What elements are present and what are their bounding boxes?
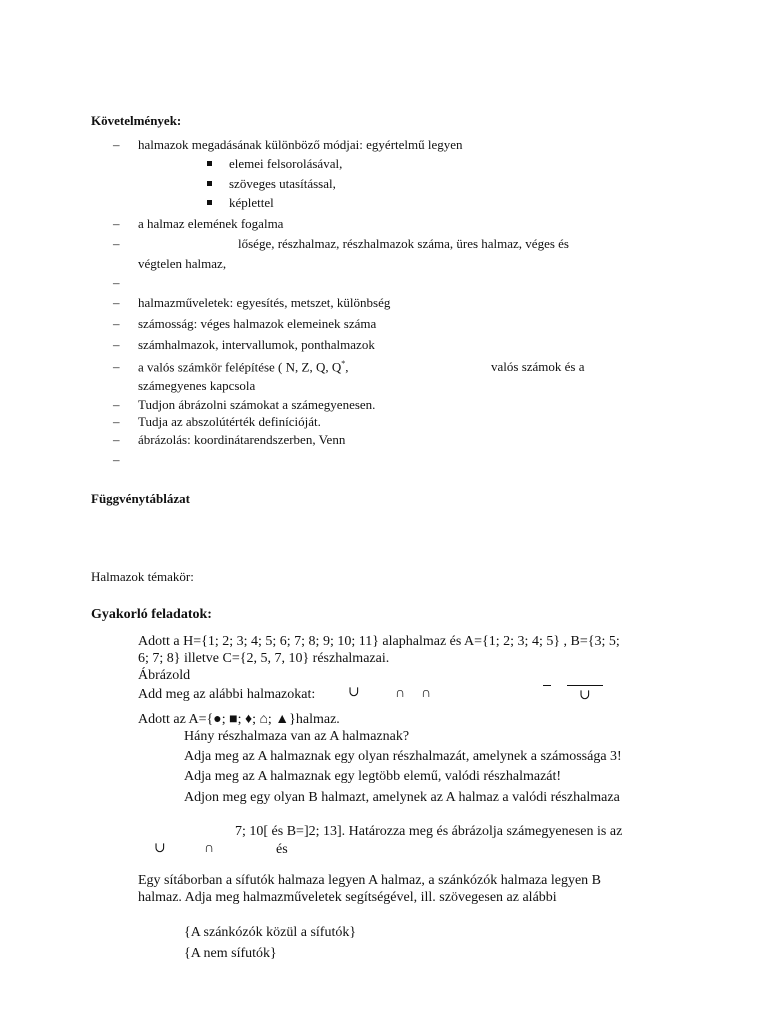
req-item-cardinality: számosság: véges halmazok elemeinek száma — [138, 316, 377, 331]
exercise4-line2: halmaz. Adja meg halmazműveletek segítségével, ill. szövegesen az alábbi — [138, 890, 557, 905]
exercise1-line3: Ábrázold — [138, 668, 191, 683]
req-item-set-definition: halmazok megadásának különböző módjai: egyértelmű legyen — [138, 137, 463, 152]
minus-mark — [543, 685, 551, 686]
req-item-element: a halmaz elemének fogalma — [138, 216, 284, 231]
dash-bullet: – — [113, 414, 120, 429]
union-symbol: ∪ — [348, 685, 360, 700]
union-symbol: ∪ — [154, 841, 166, 856]
requirements-heading: Követelmények: — [91, 113, 182, 128]
intersection-symbol: ∩ — [421, 686, 432, 701]
req-item-venn: ábrázolás: koordinátarendszerben, Venn — [138, 432, 346, 447]
complement-bar — [567, 685, 603, 686]
exercise3-line1: 7; 10[ és B=]2; 13]. Határozza meg és ábrázolja számegyenesen is az — [235, 824, 623, 839]
union-symbol: ∪ — [579, 688, 591, 703]
dash-bullet: – — [113, 295, 120, 310]
exercise4-set2: {A nem sífutók} — [184, 946, 277, 961]
dash-bullet: – — [113, 359, 120, 374]
exercise2-question4: Adjon meg egy olyan B halmazt, amelynek az A halmaz a valódi részhalmaza — [184, 790, 620, 805]
dash-bullet: – — [113, 452, 120, 467]
dash-bullet: – — [113, 316, 120, 331]
req-item-operations: halmazműveletek: egyesítés, metszet, különbség — [138, 295, 391, 310]
dash-bullet: – — [113, 337, 120, 352]
exercise1-line1: Adott a H={1; 2; 3; 4; 5; 6; 7; 8; 9; 10; 11} alaphalmaz és A={1; 2; 3; 4; 5} , B={3; 5; — [138, 634, 620, 649]
dash-bullet: – — [113, 137, 120, 152]
req-item-real-numbers-line2: számegyenes kapcsola — [138, 378, 256, 393]
exercises-heading: Gyakorló feladatok: — [91, 607, 212, 622]
dash-bullet: – — [113, 432, 120, 447]
intersection-symbol: ∩ — [204, 841, 215, 856]
req-subitem-text: szöveges utasítással, — [229, 176, 336, 191]
dash-bullet: – — [113, 216, 120, 231]
dash-bullet: – — [113, 236, 120, 251]
exercise3-and: és — [276, 842, 288, 857]
dash-bullet: – — [113, 275, 120, 290]
req-item-subset-line1: lősége, részhalmaz, részhalmazok száma, üres halmaz, véges és — [238, 236, 569, 251]
square-bullet-icon — [207, 161, 212, 166]
req-subitem-enumeration: elemei felsorolásával, — [229, 156, 343, 171]
exercise2-question2: Adja meg az A halmaznak egy olyan részhalmazát, amelynek a számossága 3! — [184, 749, 622, 764]
exercise2-line1: Adott az A={●; ■; ♦; ⌂; ▲}halmaz. — [138, 712, 340, 727]
exercise1-line2: 6; 7; 8} illetve C={2, 5, 7, 10} részhalmazai. — [138, 651, 390, 666]
intersection-symbol: ∩ — [395, 686, 406, 701]
req-item-real-numbers — [138, 359, 349, 375]
topic-label: Halmazok témakör: — [91, 569, 194, 584]
exercise2-question3: Adja meg az A halmaznak egy legtöbb elemű, valódi részhalmazát! — [184, 769, 562, 784]
req-subitem-formula: képlettel — [229, 195, 274, 210]
req-item-real-numbers-text: a valós számkör felépítése ( N, Z, Q, Q — [138, 359, 342, 375]
req-item-real-numbers-cont: valós számok és a — [491, 359, 585, 374]
req-item-number-sets: számhalmazok, intervallumok, ponthalmazok — [138, 337, 375, 352]
exercise2-question1: Hány részhalmaza van az A halmaznak? — [184, 729, 410, 744]
square-bullet-icon — [207, 200, 212, 205]
req-item-absolute-value: Tudja az abszolútérték definícióját. — [138, 414, 321, 429]
req-item-real-numbers-sup: * — [341, 359, 346, 368]
function-table-heading: Függvénytáblázat — [91, 491, 190, 506]
req-item-real-numbers-comma: , — [345, 359, 349, 375]
req-item-number-line: Tudjon ábrázolni számokat a számegyenesen. — [138, 397, 376, 412]
req-item-subset-line2: végtelen halmaz, — [138, 256, 227, 271]
square-bullet-icon — [207, 181, 212, 186]
exercise4-set1: {A szánkózók közül a sífutók} — [184, 925, 357, 940]
dash-bullet: – — [113, 397, 120, 412]
exercise4-line1: Egy sítáborban a sífutók halmaza legyen A halmaz, a szánkózók halmaza legyen B — [138, 873, 602, 888]
exercise1-line4: Add meg az alábbi halmazokat: — [138, 687, 316, 702]
